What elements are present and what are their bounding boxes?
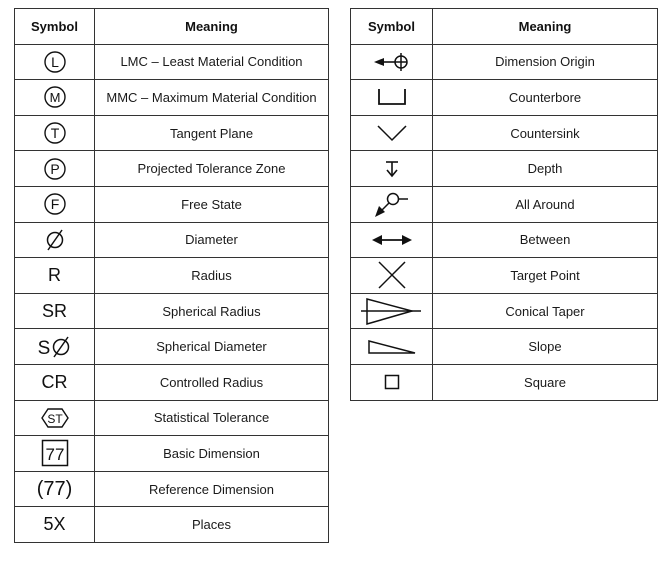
circled-t-icon	[15, 115, 95, 151]
meaning-cell: Spherical Diameter	[95, 329, 329, 365]
symbol-column-header: Symbol	[15, 9, 95, 45]
reference-dimension-icon: (77)	[15, 471, 95, 507]
meaning-column-header: Meaning	[95, 9, 329, 45]
dimension-origin-icon	[351, 44, 433, 80]
table-row	[351, 258, 658, 294]
places-icon: 5X	[15, 507, 95, 543]
table-header-row	[351, 9, 658, 45]
table-row	[15, 364, 329, 400]
meaning-cell: MMC – Maximum Material Condition	[95, 80, 329, 116]
table-row	[351, 293, 658, 329]
radius-icon: R	[15, 258, 95, 294]
spherical-diameter-icon	[15, 329, 95, 365]
meaning-cell: Slope	[433, 329, 658, 365]
table-row	[15, 400, 329, 436]
meaning-cell: Counterbore	[433, 80, 658, 116]
table-row	[351, 151, 658, 187]
meaning-cell: Basic Dimension	[95, 436, 329, 472]
spherical-radius-icon: SR	[15, 293, 95, 329]
meaning-cell: Spherical Radius	[95, 293, 329, 329]
between-icon	[351, 222, 433, 258]
svg-text:P: P	[49, 160, 60, 177]
square-icon	[351, 364, 433, 400]
meaning-cell: Reference Dimension	[95, 471, 329, 507]
table-row	[15, 471, 329, 507]
table-row	[15, 258, 329, 294]
table-row	[351, 364, 658, 400]
meaning-cell: Conical Taper	[433, 293, 658, 329]
meaning-cell: Controlled Radius	[95, 364, 329, 400]
svg-text:M: M	[49, 90, 60, 106]
conical-taper-icon	[351, 293, 433, 329]
countersink-icon	[351, 115, 433, 151]
symbol-column-header: Symbol	[351, 9, 433, 45]
diameter-icon	[15, 222, 95, 258]
svg-text:T: T	[50, 125, 59, 142]
meaning-cell: Radius	[95, 258, 329, 294]
target-point-icon	[351, 258, 433, 294]
gdt-symbols-table-right	[350, 8, 658, 401]
meaning-cell: Between	[433, 222, 658, 258]
depth-icon	[351, 151, 433, 187]
table-row	[351, 80, 658, 116]
circled-l-icon	[15, 44, 95, 80]
meaning-cell: Diameter	[95, 222, 329, 258]
table-row	[351, 44, 658, 80]
meaning-cell: All Around	[433, 186, 658, 222]
table-row	[15, 293, 329, 329]
slope-icon	[351, 329, 433, 365]
table-row	[351, 329, 658, 365]
table-row	[15, 507, 329, 543]
meaning-cell: LMC – Least Material Condition	[95, 44, 329, 80]
table-header-row	[15, 9, 329, 45]
svg-text:S: S	[37, 337, 50, 359]
table-row	[15, 80, 329, 116]
circled-m-icon	[15, 80, 95, 116]
svg-text:F: F	[50, 196, 59, 213]
meaning-cell: Depth	[433, 151, 658, 187]
meaning-cell: Target Point	[433, 258, 658, 294]
meaning-cell: Projected Tolerance Zone	[95, 151, 329, 187]
statistical-tolerance-icon	[15, 400, 95, 436]
circled-p-icon	[15, 151, 95, 187]
meaning-cell: Free State	[95, 186, 329, 222]
all-around-icon	[351, 186, 433, 222]
meaning-cell: Dimension Origin	[433, 44, 658, 80]
basic-dimension-icon	[15, 436, 95, 472]
svg-text:77: 77	[45, 445, 64, 465]
svg-text:L: L	[50, 53, 59, 70]
table-row	[351, 115, 658, 151]
meaning-cell: Countersink	[433, 115, 658, 151]
table-row	[15, 151, 329, 187]
table-row	[15, 329, 329, 365]
meaning-cell: Places	[95, 507, 329, 543]
meaning-cell: Square	[433, 364, 658, 400]
controlled-radius-icon: CR	[15, 364, 95, 400]
table-row	[15, 44, 329, 80]
table-row	[15, 186, 329, 222]
circled-f-icon	[15, 186, 95, 222]
gdt-symbols-table-left	[14, 8, 329, 543]
table-row	[15, 436, 329, 472]
table-row	[351, 222, 658, 258]
meaning-column-header: Meaning	[433, 9, 658, 45]
counterbore-icon	[351, 80, 433, 116]
table-row	[351, 186, 658, 222]
table-row	[15, 115, 329, 151]
table-row	[15, 222, 329, 258]
meaning-cell: Tangent Plane	[95, 115, 329, 151]
svg-text:ST: ST	[46, 411, 63, 426]
meaning-cell: Statistical Tolerance	[95, 400, 329, 436]
